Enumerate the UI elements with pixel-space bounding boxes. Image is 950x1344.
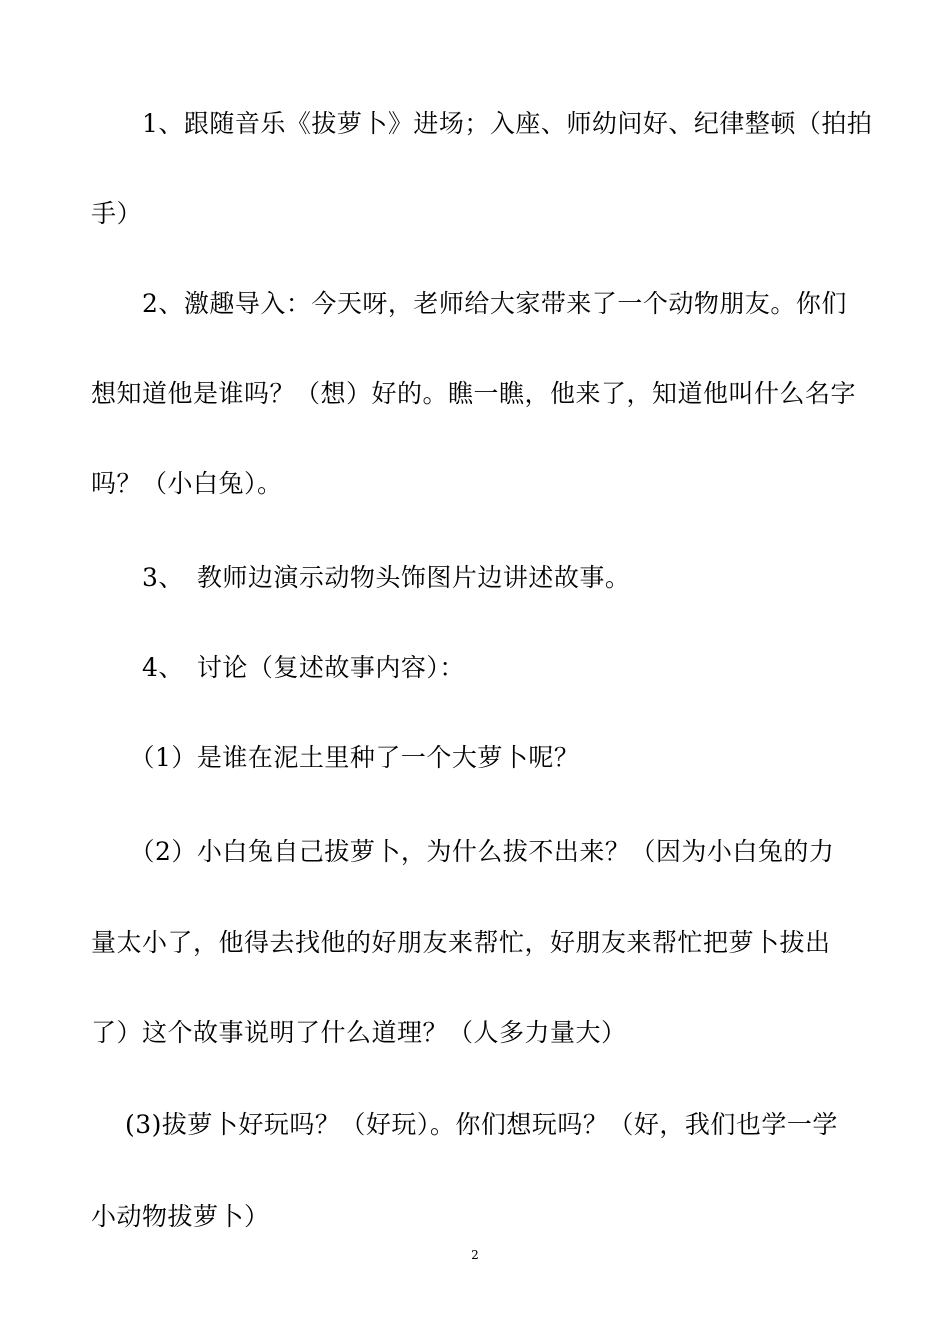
text-line: 2、激趣导入：今天呀，老师给大家带来了一个动物朋友。你们 bbox=[91, 289, 847, 318]
text-line: 1、跟随音乐《拔萝卜》进场；入座、师幼问好、纪律整顿（拍拍 bbox=[91, 109, 873, 138]
text-line: (3)拔萝卜好玩吗？（好玩）。你们想玩吗？（好，我们也学一学 bbox=[91, 1110, 838, 1139]
text-line: 4、 讨论（复述故事内容）： bbox=[91, 653, 465, 682]
text-line: 3、 教师边演示动物头饰图片边讲述故事。 bbox=[91, 563, 631, 592]
text-line: 手） bbox=[91, 199, 143, 228]
text-line: （2）小白兔自己拔萝卜，为什么拔不出来？（因为小白兔的力 bbox=[91, 837, 835, 866]
text-line: 了）这个故事说明了什么道理？（人多力量大） bbox=[91, 1018, 627, 1047]
text-line: 量太小了，他得去找他的好朋友来帮忙，好朋友来帮忙把萝卜拔出 bbox=[91, 928, 831, 957]
text-line: 想知道他是谁吗？（想）好的。瞧一瞧，他来了，知道他叫什么名字 bbox=[91, 379, 857, 408]
text-line: （1）是谁在泥土里种了一个大萝卜呢？ bbox=[91, 743, 580, 772]
text-line: 吗？（小白兔）。 bbox=[91, 469, 283, 498]
page-number: 2 bbox=[471, 1248, 479, 1262]
text-line: 小动物拔萝卜） bbox=[91, 1202, 270, 1231]
